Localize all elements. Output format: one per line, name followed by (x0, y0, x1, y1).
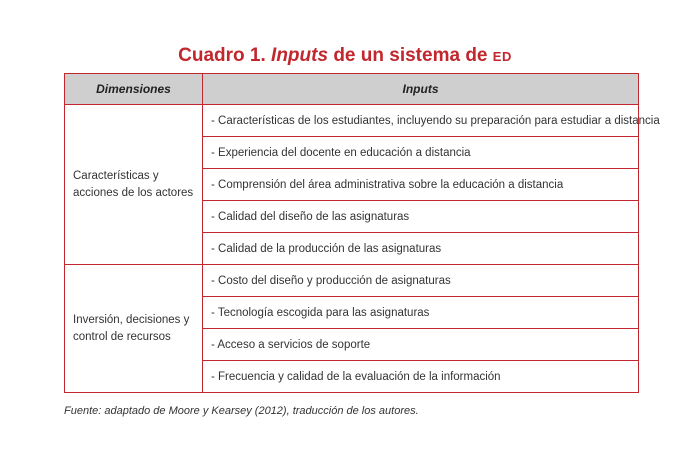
input-cell: - Acceso a servicios de soporte (203, 329, 639, 361)
title-prefix: Cuadro 1. (178, 45, 272, 66)
input-cell: - Calidad de la producción de las asignaturas (203, 233, 639, 265)
dimension-cell: Inversión, decisiones y control de recursos (65, 265, 203, 393)
input-cell: - Características de los estudiantes, incluyendo su preparación para estudiar a distancia (203, 105, 639, 137)
input-cell: - Tecnología escogida para las asignaturas (203, 297, 639, 329)
inputs-table (64, 73, 660, 393)
header-inputs: Inputs (203, 74, 639, 105)
table-row (65, 105, 639, 137)
source-note: Fuente: adaptado de Moore y Kearsey (2012), traducción de los autores. (64, 405, 419, 417)
input-cell: - Frecuencia y calidad de la evaluación de la información (203, 361, 639, 393)
title-middle: de un sistema de (328, 45, 493, 66)
title-italic-word: Inputs (271, 45, 329, 66)
input-cell: - Experiencia del docente en educación a distancia (203, 137, 639, 169)
header-dimensiones: Dimensiones (65, 74, 203, 105)
input-cell: - Costo del diseño y producción de asignaturas (203, 265, 639, 297)
table-title (0, 45, 690, 67)
input-cell: - Calidad del diseño de las asignaturas (203, 201, 639, 233)
title-abbreviation: ED (492, 49, 512, 64)
table-header-row (65, 74, 639, 105)
table-row (65, 265, 639, 297)
input-cell: - Comprensión del área administrativa sobre la educación a distancia (203, 169, 639, 201)
dimension-cell: Características y acciones de los actores (65, 105, 203, 265)
